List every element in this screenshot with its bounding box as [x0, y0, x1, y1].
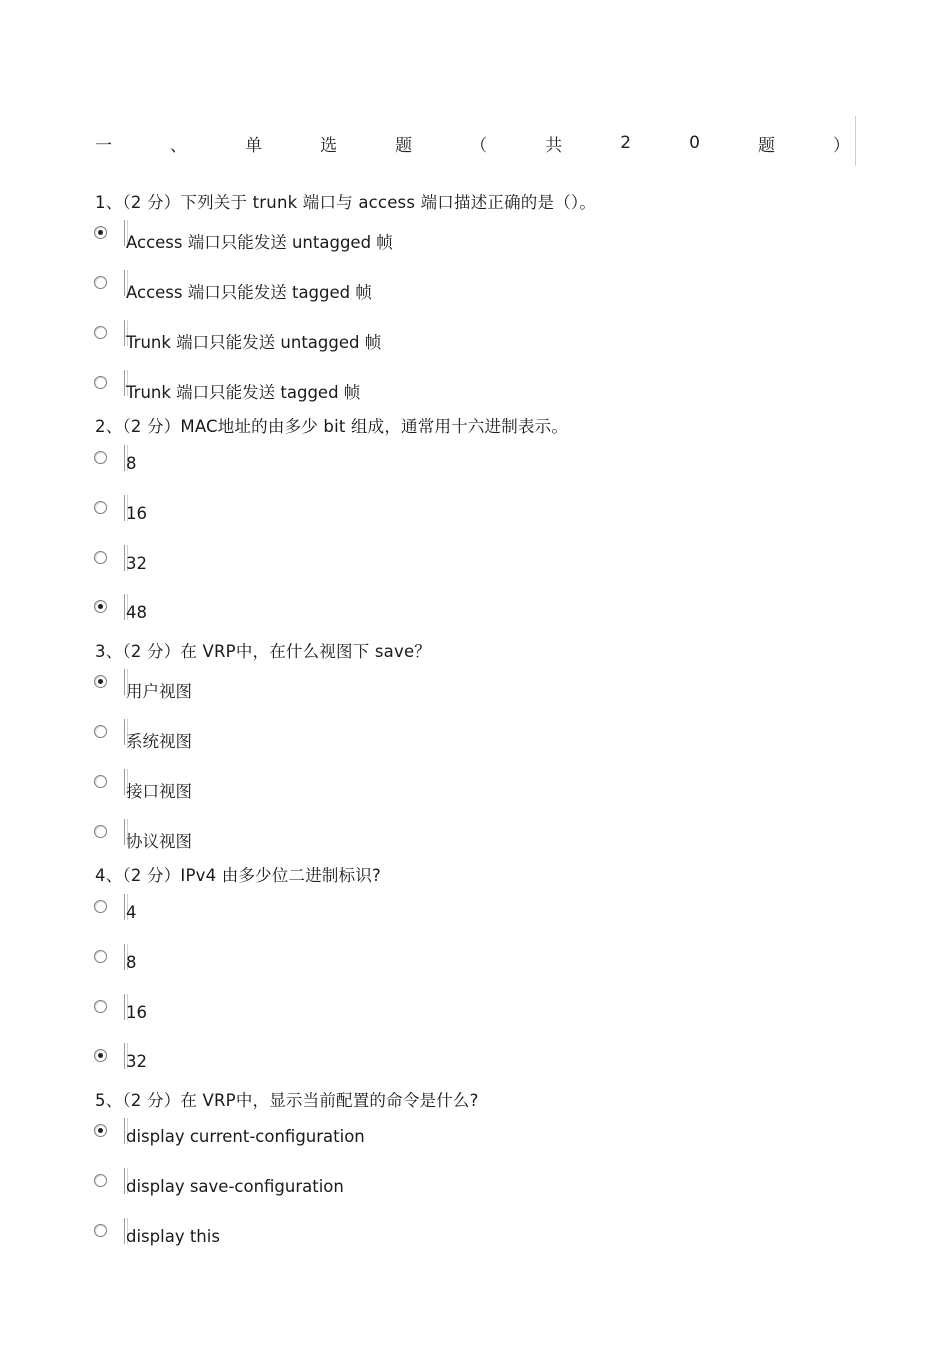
- option-label[interactable]: 32: [126, 554, 147, 573]
- radio-button[interactable]: [94, 501, 107, 514]
- radio-button[interactable]: [94, 900, 107, 913]
- option-label[interactable]: Access 端口只能发送 tagged 帧: [126, 283, 372, 302]
- radio-button[interactable]: [94, 551, 107, 564]
- section-title-char: 0: [689, 133, 700, 153]
- option-label[interactable]: Access 端口只能发送 untagged 帧: [126, 233, 393, 252]
- option-label[interactable]: 16: [126, 1003, 147, 1022]
- option-label[interactable]: 接口视图: [126, 782, 192, 801]
- section-title-char: （: [470, 135, 488, 156]
- section-title-char: 一: [95, 135, 112, 156]
- section-title-char: 共: [545, 135, 563, 156]
- option-label[interactable]: 8: [126, 953, 137, 972]
- radio-button[interactable]: [94, 675, 107, 688]
- radio-button[interactable]: [94, 1124, 107, 1137]
- section-title: [95, 130, 850, 156]
- option-label[interactable]: 4: [126, 903, 137, 922]
- option-label[interactable]: 16: [126, 504, 147, 523]
- option-label[interactable]: Trunk 端口只能发送 untagged 帧: [126, 333, 382, 352]
- section-title-char: 题: [395, 135, 413, 156]
- header-divider: [855, 116, 856, 166]
- radio-button[interactable]: [94, 725, 107, 738]
- section-title-char: ）: [832, 135, 850, 156]
- option-label[interactable]: 32: [126, 1052, 147, 1071]
- option-label[interactable]: 用户视图: [126, 682, 192, 701]
- section-title-char: 2: [620, 133, 632, 153]
- radio-button[interactable]: [94, 825, 107, 838]
- question-5-text: 5、（2 分）在 VRP中，显示当前配置的命令是什么?: [95, 1091, 479, 1110]
- section-title-char: 题: [757, 135, 775, 156]
- option-label[interactable]: 8: [126, 454, 137, 473]
- radio-button[interactable]: [94, 1174, 107, 1187]
- option-label[interactable]: display this: [126, 1227, 220, 1246]
- radio-button[interactable]: [94, 1049, 107, 1062]
- radio-button[interactable]: [94, 1000, 107, 1013]
- section-title-char: 单: [245, 135, 263, 156]
- question-4-text: 4、（2 分）IPv4 由多少位二进制标识?: [95, 866, 381, 885]
- option-label[interactable]: 48: [126, 603, 147, 622]
- question-2-text: 2、（2 分）MAC地址的由多少 bit 组成，通常用十六进制表示。: [95, 417, 569, 436]
- radio-button[interactable]: [94, 326, 107, 339]
- radio-button[interactable]: [94, 950, 107, 963]
- radio-button[interactable]: [94, 451, 107, 464]
- radio-button[interactable]: [94, 276, 107, 289]
- radio-button[interactable]: [94, 226, 107, 239]
- option-label[interactable]: 协议视图: [126, 832, 192, 851]
- option-label[interactable]: display current-configuration: [126, 1127, 365, 1146]
- radio-button[interactable]: [94, 775, 107, 788]
- option-label[interactable]: Trunk 端口只能发送 tagged 帧: [126, 383, 361, 402]
- option-label[interactable]: 系统视图: [126, 732, 192, 751]
- option-label[interactable]: display save-configuration: [126, 1177, 344, 1196]
- section-title-char: 、: [170, 135, 188, 156]
- radio-button[interactable]: [94, 600, 107, 613]
- question-1-text: 1、（2 分）下列关于 trunk 端口与 access 端口描述正确的是（）。: [95, 193, 597, 212]
- question-3-text: 3、（2 分）在 VRP中，在什么视图下 save？: [95, 642, 432, 661]
- section-title-char: 选: [320, 135, 338, 156]
- radio-button[interactable]: [94, 1224, 107, 1237]
- radio-button[interactable]: [94, 376, 107, 389]
